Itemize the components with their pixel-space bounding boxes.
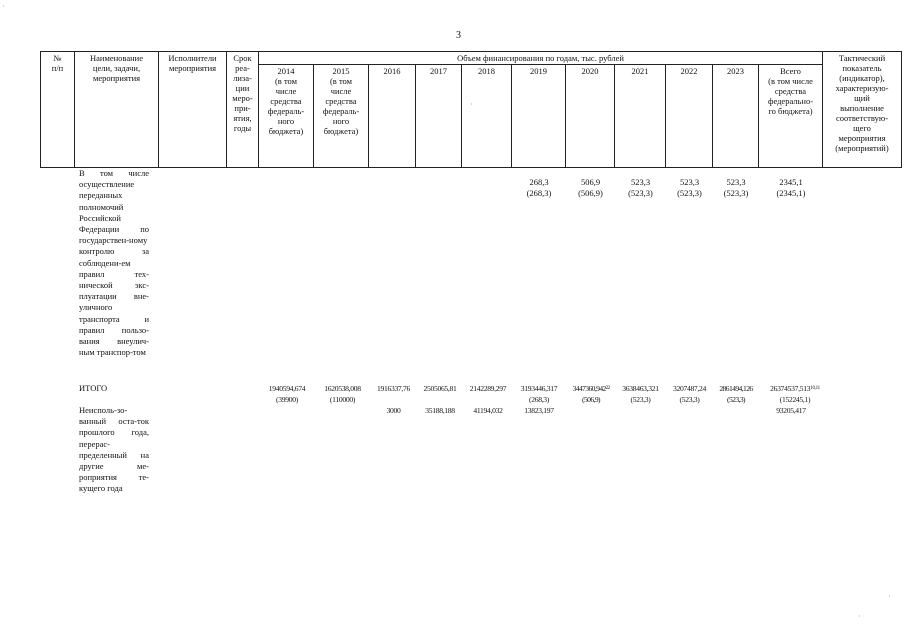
total-2016: 1916337,76 [376, 384, 411, 393]
delegated-2021: 523,3 (523,3) [628, 177, 653, 198]
delegated-2022: 523,3 (523,3) [677, 177, 702, 198]
delegated-2019: 268,3 (268,3) [526, 177, 552, 198]
total-2015: 1620538,008 (110000) [324, 384, 361, 404]
unused-2017: 35188,188 [425, 406, 455, 415]
total-2019: 3193446,317 (268,3) [520, 384, 558, 404]
total-2020 [566, 383, 616, 405]
col-header-2016: 2016 [369, 65, 416, 168]
col-header-term: Срок реа- лиза- ции меро- при- ятия, годы [227, 52, 259, 168]
total-sum-footnote: 10,11 [810, 386, 820, 391]
unused-2016: 3000 [386, 406, 401, 415]
col-header-funding: Объем финансирования по годам, тыс. рублей [259, 52, 823, 65]
total-sum [759, 383, 831, 405]
col-header-name: Наименование цели, задачи, мероприятия [75, 52, 159, 168]
col-header-indicator: Тактический показатель (индикатор), характеризую- щий выполнение соответствую- щего мероприятия (мероприятий) [823, 52, 902, 168]
col-header-2015: 2015 (в том числе средства федераль- ного бюджета) [314, 65, 369, 168]
col-header-2014: 2014 (в том числе средства федераль- ного бюджета) [259, 65, 314, 168]
scan-speck: · [2, 2, 5, 11]
total-2020-federal: (506,9) [582, 395, 600, 404]
total-2014: 1940594,674 (39900) [268, 384, 306, 404]
col-header-total: Всего (в том числе средства федерально- го бюджета) [759, 65, 823, 168]
unused-2018: 41194,032 [473, 406, 503, 415]
col-header-2021: 2021 [615, 65, 666, 168]
total-2018: 2142289,297 [469, 384, 507, 393]
col-header-2020: 2020 [566, 65, 615, 168]
unused-2019: 13823,197 [524, 406, 554, 415]
header-table [40, 51, 902, 168]
col-header-2023: 2023 [713, 65, 759, 168]
total-row-label: ИТОГО [79, 383, 108, 393]
scan-speck: · [888, 592, 891, 601]
col-header-2022: 2022 [666, 65, 713, 168]
delegated-2023: 523,3 (523,3) [723, 177, 749, 198]
scan-speck: · [470, 100, 473, 109]
total-sum-federal: (152245,1) [779, 395, 811, 404]
unused-total: 93205,417 [776, 406, 806, 415]
total-sum-value: 26374537,513 [770, 384, 811, 393]
total-2022: 3207487,24 (523,3) [672, 384, 707, 404]
total-2020-footnote: 22 [605, 386, 610, 391]
unused-row-label: Неисполь-зо-ванный оста-ток прошлого года, перерас-пределенный на другие ме-роприятия те-кущего года [79, 405, 149, 494]
delegated-2020: 506,9 (506,9) [578, 177, 603, 198]
total-2020-value: 3447360,942 [572, 384, 606, 393]
total-2023: 2861494,126 (523,3) [719, 384, 753, 404]
col-header-number: № п/п [41, 52, 75, 168]
delegated-row-label: В том числе осуществление переданных полномочий Российской Федерации по государствен-ному контролю за соблюдени-ем правил тех-нической экс-плуатации вне-уличного транспорта и правил пользо-вания внеулич-ным транспор-том [79, 168, 149, 358]
col-header-2019: 2019 [512, 65, 566, 168]
col-header-2018: 2018 [462, 65, 512, 168]
scan-speck: · [858, 612, 861, 621]
page-number: 3 [456, 30, 461, 41]
total-2017: 2505065,81 [423, 384, 457, 393]
col-header-executors: Исполнители мероприятия [159, 52, 227, 168]
col-header-2017: 2017 [416, 65, 462, 168]
delegated-total: 2345,1 (2345,1) [776, 177, 806, 198]
total-2021: 3638463,321 (523,3) [622, 384, 659, 404]
